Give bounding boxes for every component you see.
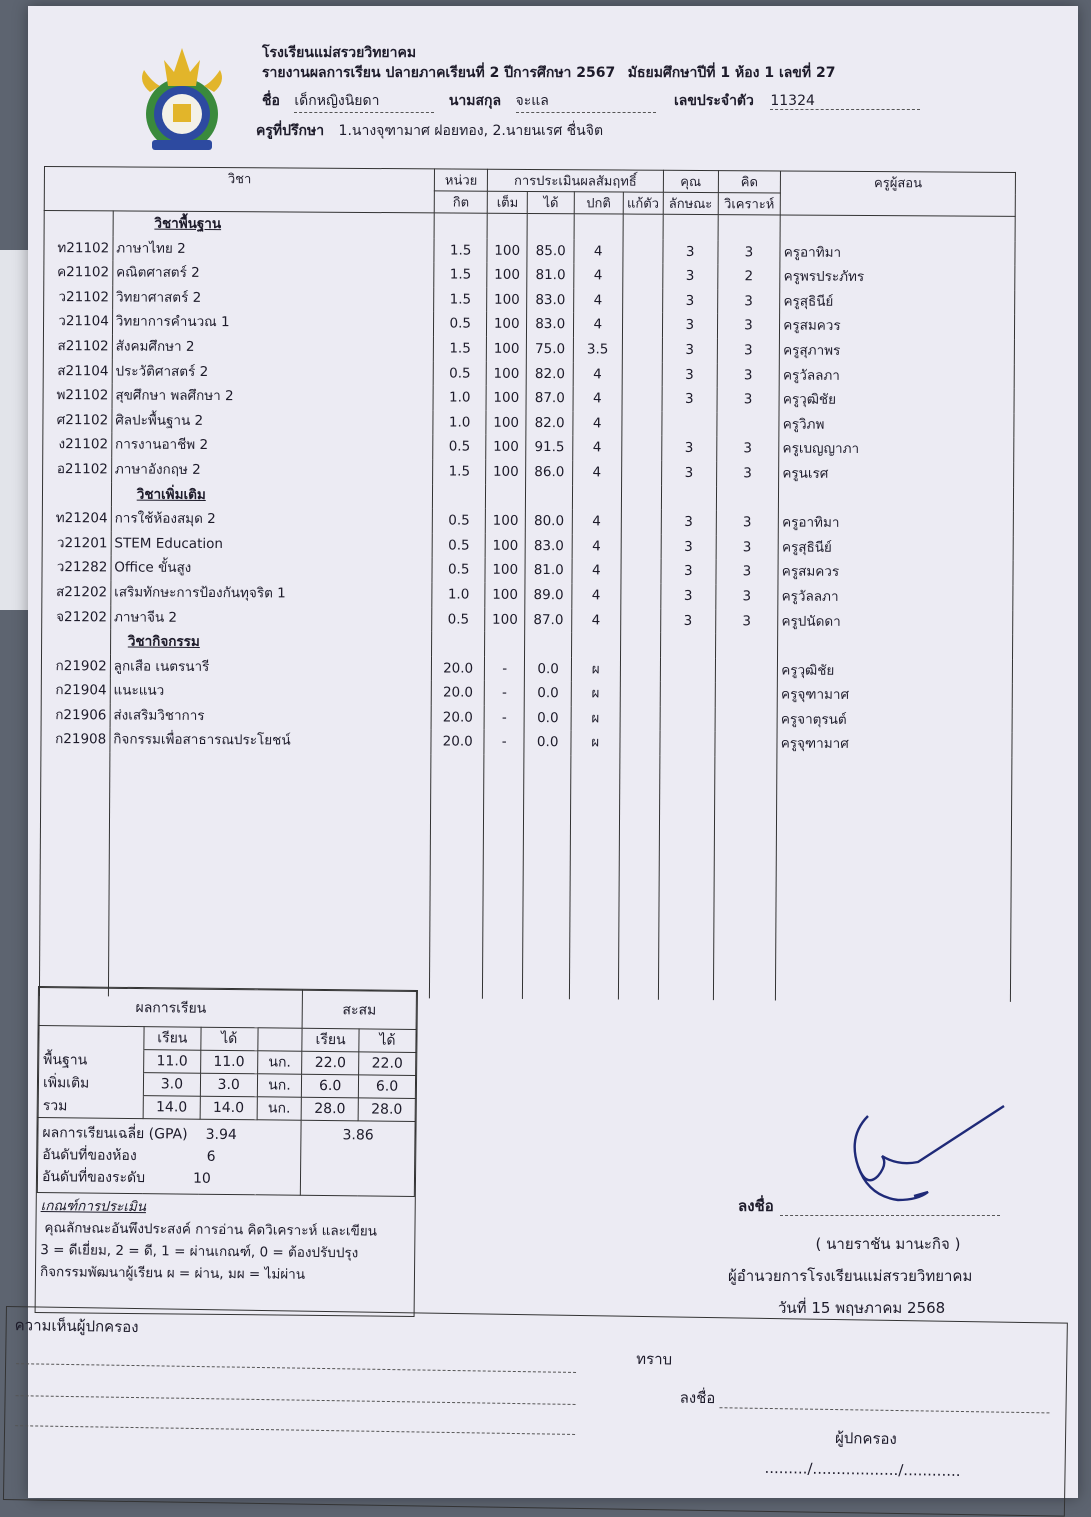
cell-teacher: ครูจุฑามาศ (777, 732, 1012, 758)
cell-full: 100 (487, 263, 528, 288)
cell-got: 0.0 (525, 706, 572, 731)
cell-credit: 0.5 (433, 435, 486, 460)
cell-full: 100 (487, 287, 528, 312)
header-full: เต็ม (487, 191, 528, 213)
parent-comment-line[interactable] (16, 1363, 576, 1373)
summary-acc-got-header: ได้ (359, 1029, 416, 1053)
cell-teacher: ครูวัลลภา (779, 363, 1014, 389)
cell-fix (622, 239, 663, 264)
signature-mark (838, 1096, 1008, 1216)
cell-teacher: ครูพรประภัทร (780, 265, 1015, 291)
cell-got: 81.0 (525, 558, 572, 583)
cell-think (715, 707, 778, 732)
cell-code: ก21904 (41, 678, 110, 703)
rank-room-value: 6 (206, 1148, 216, 1165)
cell-code: พ21102 (43, 383, 112, 408)
parent-ack: ทราบ (636, 1349, 673, 1369)
cell-credit: 1.0 (433, 386, 486, 411)
cell-char (662, 412, 717, 437)
parent-comment-box (3, 1306, 1068, 1517)
cell-got: 83.0 (527, 312, 574, 337)
summary-row-acc-study: 22.0 (302, 1051, 359, 1075)
summary-row-acc-got: 22.0 (359, 1052, 416, 1076)
cell-got: 80.0 (526, 509, 573, 534)
cell-think: 3 (716, 461, 779, 486)
cell-normal: 4 (573, 411, 622, 436)
cell-teacher: ครูวัลลภา (778, 584, 1013, 610)
header-assess: การประเมินผลสัมฤทธิ์ (487, 169, 663, 192)
cell-code: ส21104 (43, 359, 112, 384)
cell-think: 2 (717, 264, 780, 289)
summary-row-label: รวม (38, 1095, 143, 1119)
parent-comment-line[interactable] (15, 1425, 575, 1435)
cell-fix (622, 264, 663, 289)
cell-got: 83.0 (526, 534, 573, 559)
cell-got: 91.5 (526, 435, 573, 460)
cell-teacher: ครูสุธินีย์ (778, 535, 1013, 561)
cell-code: ก21902 (41, 654, 110, 679)
cell-code: จ21202 (42, 604, 111, 629)
cell-got: 0.0 (525, 681, 572, 706)
rank-level-value: 10 (192, 1170, 211, 1187)
surname-label: นามสกุล (448, 93, 502, 109)
cell-name: ศิลปะพื้นฐาน 2 (112, 408, 434, 435)
cell-name: ภาษาอังกฤษ 2 (111, 457, 433, 484)
cell-fix (620, 706, 661, 731)
cell-char (660, 657, 715, 682)
cell-full: 100 (486, 361, 527, 386)
cell-char: 3 (663, 239, 718, 264)
cell-code: ท21102 (44, 236, 113, 261)
report-title (262, 62, 835, 84)
cell-code: ส21102 (43, 334, 112, 359)
cell-code: ท21204 (42, 506, 111, 531)
header-teacher: ครูผู้สอน (780, 171, 1015, 216)
cell-credit: 1.5 (434, 238, 487, 263)
summary-row-got: 3.0 (200, 1073, 257, 1097)
cell-full: 100 (485, 509, 526, 534)
parent-date-blank: ........./................../............ (764, 1458, 961, 1481)
student-name-row (262, 90, 920, 113)
cell-fix (621, 510, 662, 535)
cell-normal: 4 (574, 263, 623, 288)
student-surname: จะแล (516, 90, 656, 113)
id-label: เลขประจำตัว (674, 93, 754, 109)
cell-code: ว21282 (42, 555, 111, 580)
cell-fix (621, 436, 662, 461)
cell-full: 100 (485, 533, 526, 558)
cell-fix (620, 583, 661, 608)
summary-row-got: 14.0 (200, 1096, 257, 1120)
cell-credit: 0.5 (434, 361, 487, 386)
cell-full: 100 (486, 337, 527, 362)
student-name: เด็กหญิงนิยดา (294, 90, 434, 113)
gpa-label: ผลการเรียนเฉลี่ย (GPA) (42, 1125, 188, 1143)
summary-box (35, 986, 418, 1317)
cell-teacher: ครูวุฒิชัย (779, 388, 1014, 414)
summary-study-header: เรียน (144, 1027, 201, 1051)
cell-name: Office ขั้นสูง (111, 556, 433, 583)
cell-char: 3 (661, 559, 716, 584)
summary-row-unit: นก. (257, 1051, 302, 1074)
cell-think: 3 (717, 387, 780, 412)
summary-table (37, 987, 417, 1197)
cell-full: 100 (486, 386, 527, 411)
cell-char (660, 707, 715, 732)
cell-normal: 4 (572, 509, 621, 534)
cell-teacher: ครูสมควร (778, 560, 1013, 586)
report-level: มัธยมศึกษาปีที่ 1 ห้อง 1 เลขที่ 27 (627, 65, 836, 81)
cell-teacher: ครูวิภพ (779, 412, 1014, 438)
cell-credit: 20.0 (431, 730, 484, 755)
cell-code: ว21102 (44, 285, 113, 310)
header-think-2: วิเคราะห์ (718, 193, 781, 215)
cell-full: 100 (485, 607, 526, 632)
principal-position: ผู้อำนวยการโรงเรียนแม่สรวยวิทยาคม (728, 1267, 973, 1285)
advisor-label: ครูที่ปรึกษา (256, 123, 325, 139)
cell-fix (621, 460, 662, 485)
rank-room-label: อันดับที่ของห้อง (42, 1147, 137, 1165)
cell-teacher: ครูสุภาพร (780, 338, 1015, 364)
cell-got: 82.0 (526, 411, 573, 436)
cell-normal: ผ (571, 706, 620, 731)
cell-char (660, 731, 715, 756)
cell-full: 100 (486, 460, 527, 485)
cell-normal: 4 (573, 362, 622, 387)
cell-normal: 4 (573, 436, 622, 461)
criteria-line: กิจกรรมพัฒนาผู้เรียน ผ = ผ่าน, มผ = ไม่ผ่าน (39, 1264, 306, 1283)
cell-code: ศ21102 (43, 408, 112, 433)
cell-fix (621, 411, 662, 436)
report-date: วันที่ 15 พฤษภาคม 2568 (778, 1299, 946, 1317)
cell-normal: 4 (572, 608, 621, 633)
cell-fix (622, 387, 663, 412)
cell-teacher: ครูนเรศ (779, 461, 1014, 487)
cell-think: 3 (715, 584, 778, 609)
cell-char: 3 (662, 362, 717, 387)
cell-think: 3 (716, 436, 779, 461)
cell-fix (620, 682, 661, 707)
cell-normal: 4 (573, 313, 622, 338)
criteria-title: เกณฑ์การประเมิน (40, 1198, 147, 1216)
cell-think: 3 (716, 535, 779, 560)
cell-fix (622, 313, 663, 338)
cell-credit: 1.5 (433, 459, 486, 484)
cell-code: ว21201 (42, 531, 111, 556)
parent-sign-label: ลงชื่อ (679, 1388, 716, 1408)
cell-char: 3 (663, 289, 718, 314)
cell-normal: 4 (573, 460, 622, 485)
parent-comment-title: ความเห็นผู้ปกครอง (14, 1316, 139, 1337)
name-label: ชื่อ (262, 93, 280, 109)
cell-credit: 0.5 (433, 509, 486, 534)
cell-think (716, 412, 779, 437)
school-logo (130, 42, 234, 154)
header-got: ได้ (528, 191, 575, 213)
cell-normal: 4 (572, 559, 621, 584)
advisor-row (256, 120, 603, 142)
section-basic: วิชาพื้นฐาน (154, 215, 222, 233)
summary-row-acc-got: 28.0 (358, 1098, 415, 1122)
cell-code: ว21104 (43, 309, 112, 334)
grades-table (39, 166, 1016, 1002)
cell-think (714, 732, 777, 757)
cell-teacher: ครูวุฒิชัย (778, 658, 1013, 684)
cell-think: 3 (717, 338, 780, 363)
cell-name: ลูกเสือ เนตรนารี (110, 654, 432, 681)
cell-normal: 4 (572, 534, 621, 559)
cell-think: 3 (717, 363, 780, 388)
criteria-line: คุณลักษณะอันพึงประสงค์ การอ่าน คิดวิเคราะห์ และเขียน (44, 1220, 377, 1240)
cell-code: ค21102 (44, 260, 113, 285)
cell-normal: 4 (572, 583, 621, 608)
cell-char: 3 (661, 534, 716, 559)
cell-got: 87.0 (526, 386, 573, 411)
cell-teacher: ครูอาทิมา (779, 511, 1014, 537)
cell-name: การงานอาชีพ 2 (111, 433, 433, 460)
cell-think (715, 658, 778, 683)
criteria-line: 3 = ดีเยี่ยม, 2 = ดี, 1 = ผ่านเกณฑ์, 0 = ต้องปรับปรุง (40, 1242, 359, 1262)
cell-credit: 1.5 (434, 287, 487, 312)
cell-char: 3 (663, 264, 718, 289)
cell-credit: 1.5 (434, 336, 487, 361)
cell-got: 85.0 (527, 239, 574, 264)
parent-comment-line[interactable] (16, 1395, 576, 1405)
report-card-page (14, 6, 1078, 1498)
cell-teacher: ครูจาตุรนต์ (777, 707, 1012, 733)
summary-accum-label: สะสม (302, 990, 416, 1029)
cell-normal: 3.5 (573, 337, 622, 362)
cell-fix (622, 288, 663, 313)
cell-credit: 20.0 (432, 656, 485, 681)
cell-normal: 4 (573, 386, 622, 411)
summary-row-unit: นก. (257, 1097, 302, 1120)
cell-char: 3 (661, 608, 716, 633)
cell-fix (620, 657, 661, 682)
cell-char: 3 (662, 436, 717, 461)
cell-fix (621, 534, 662, 559)
cell-credit: 1.0 (432, 582, 485, 607)
cell-credit: 0.5 (433, 533, 486, 558)
summary-result-label: ผลการเรียน (39, 988, 303, 1029)
cell-got: 82.0 (527, 362, 574, 387)
cell-got: 83.0 (527, 288, 574, 313)
advisor-names: 1.นางจุฑามาศ ฝอยทอง, 2.นายนเรศ ชื่นจิต (338, 123, 604, 139)
section-extra: วิชาเพิ่มเติม (136, 486, 206, 503)
cell-normal: ผ (571, 731, 620, 756)
cell-name: ส่งเสริมวิชาการ (110, 703, 432, 730)
header-fix: แก้ตัว (623, 192, 664, 214)
cell-think: 3 (717, 313, 780, 338)
cell-name: STEM Education (111, 531, 433, 558)
cell-name: คณิตศาสตร์ 2 (113, 261, 435, 288)
student-id: 11324 (770, 93, 920, 110)
cell-credit: 20.0 (432, 681, 485, 706)
rank-level-label: อันดับที่ของระดับ (41, 1169, 146, 1187)
cell-fix (622, 362, 663, 387)
summary-row-acc-got: 6.0 (358, 1075, 415, 1099)
cell-name: ภาษาไทย 2 (113, 236, 435, 263)
cell-teacher: ครูจุฑามาศ (777, 683, 1012, 709)
cell-char: 3 (662, 338, 717, 363)
summary-row-study: 3.0 (143, 1073, 200, 1097)
header-subject: วิชา (44, 167, 435, 213)
cell-got: 0.0 (525, 657, 572, 682)
header-char-2: ลักษณะ (663, 192, 718, 214)
cell-credit: 0.5 (432, 607, 485, 632)
cell-credit: 20.0 (431, 705, 484, 730)
cell-fix (620, 559, 661, 584)
principal-signature-block (728, 1186, 1038, 1320)
cell-got: 87.0 (525, 607, 572, 632)
cell-credit: 1.0 (433, 410, 486, 435)
section-activity: วิชากิจกรรม (127, 633, 200, 651)
summary-row-acc-study: 6.0 (302, 1074, 359, 1098)
gpa-value: 3.94 (205, 1126, 237, 1144)
cell-code: ส21202 (42, 580, 111, 605)
cell-code: ก21908 (41, 727, 110, 752)
cell-fix (620, 608, 661, 633)
cell-full: 100 (486, 435, 527, 460)
summary-row-label: เพิ่มเติม (38, 1072, 143, 1096)
header-credit: หน่วย (435, 169, 488, 191)
cell-teacher: ครูสุธินีย์ (780, 289, 1015, 315)
gpa-accum-value: 3.86 (301, 1120, 416, 1196)
summary-row-study: 14.0 (143, 1096, 200, 1120)
cell-char: 3 (662, 387, 717, 412)
cell-name: เสริมทักษะการป้องกันทุจริต 1 (111, 580, 433, 607)
cell-name: สังคมศึกษา 2 (112, 334, 434, 361)
summary-acc-study-header: เรียน (302, 1028, 359, 1052)
cell-name: แนะแนว (110, 679, 432, 706)
summary-got-header: ได้ (201, 1027, 258, 1051)
cell-think (715, 682, 778, 707)
cell-name: สุขศึกษา พลศึกษา 2 (112, 384, 434, 411)
cell-full: - (484, 656, 525, 681)
report-title-text: รายงานผลการเรียน ปลายภาคเรียนที่ 2 ปีการศึกษา 2567 (262, 65, 616, 81)
cell-teacher: ครูสมควร (780, 314, 1015, 340)
cell-got: 81.0 (527, 263, 574, 288)
cell-name: วิทยาการคำนวณ 1 (112, 310, 434, 337)
cell-name: ประวัติศาสตร์ 2 (112, 359, 434, 386)
cell-think: 3 (716, 559, 779, 584)
cell-normal: ผ (571, 657, 620, 682)
cell-full: 100 (487, 238, 528, 263)
cell-char: 3 (661, 584, 716, 609)
cell-char: 3 (662, 313, 717, 338)
cell-teacher: ครูปนัดดา (778, 609, 1013, 635)
cell-got: 0.0 (524, 730, 571, 755)
cell-think: 3 (717, 289, 780, 314)
cell-name: กิจกรรมเพื่อสาธารณประโยชน์ (110, 728, 432, 755)
cell-normal: 4 (574, 288, 623, 313)
cell-full: 100 (486, 312, 527, 337)
criteria-block (36, 1193, 415, 1289)
parent-role: ผู้ปกครอง (834, 1429, 897, 1449)
summary-row-acc-study: 28.0 (301, 1097, 358, 1121)
cell-teacher: ครูเบญญาภา (779, 437, 1014, 463)
summary-row-got: 11.0 (200, 1050, 257, 1074)
cell-full: 100 (485, 583, 526, 608)
principal-name: ( นายราชัน มานะกิจ ) (815, 1235, 961, 1253)
cell-name: วิทยาศาสตร์ 2 (112, 285, 434, 312)
cell-name: การใช้ห้องสมุด 2 (111, 507, 433, 534)
cell-char: 3 (662, 461, 717, 486)
cell-code: ก21906 (41, 703, 110, 728)
cell-normal: ผ (571, 682, 620, 707)
cell-char (660, 682, 715, 707)
cell-got: 75.0 (527, 337, 574, 362)
cell-full: - (484, 706, 525, 731)
cell-got: 86.0 (526, 460, 573, 485)
cell-code: ง21102 (43, 432, 112, 457)
header-char: คุณ (663, 170, 718, 192)
cell-name: ภาษาจีน 2 (110, 605, 432, 632)
cell-credit: 1.5 (434, 263, 487, 288)
cell-credit: 0.5 (434, 312, 487, 337)
school-name: โรงเรียนแม่สรวยวิทยาคม (262, 45, 417, 61)
header-credit-2: กิต (435, 191, 488, 213)
cell-normal: 4 (574, 239, 623, 264)
summary-row-unit: นก. (257, 1074, 302, 1097)
cell-char: 3 (661, 510, 716, 535)
cell-full: - (484, 730, 525, 755)
cell-full: 100 (486, 410, 527, 435)
cell-think: 3 (717, 240, 780, 265)
cell-code: อ21102 (43, 457, 112, 482)
cell-teacher: ครูอาทิมา (780, 240, 1015, 266)
cell-think: 3 (715, 609, 778, 634)
header-normal: ปกติ (574, 192, 623, 214)
header-think: คิด (718, 171, 781, 193)
summary-row-study: 11.0 (144, 1050, 201, 1074)
cell-credit: 0.5 (432, 558, 485, 583)
cell-fix (622, 338, 663, 363)
cell-fix (619, 731, 660, 756)
principal-sign-label: ลงชื่อ (738, 1197, 774, 1215)
cell-full: 100 (485, 558, 526, 583)
cell-got: 89.0 (525, 583, 572, 608)
cell-think: 3 (716, 510, 779, 535)
summary-row-label: พื้นฐาน (39, 1049, 144, 1073)
cell-full: - (484, 681, 525, 706)
